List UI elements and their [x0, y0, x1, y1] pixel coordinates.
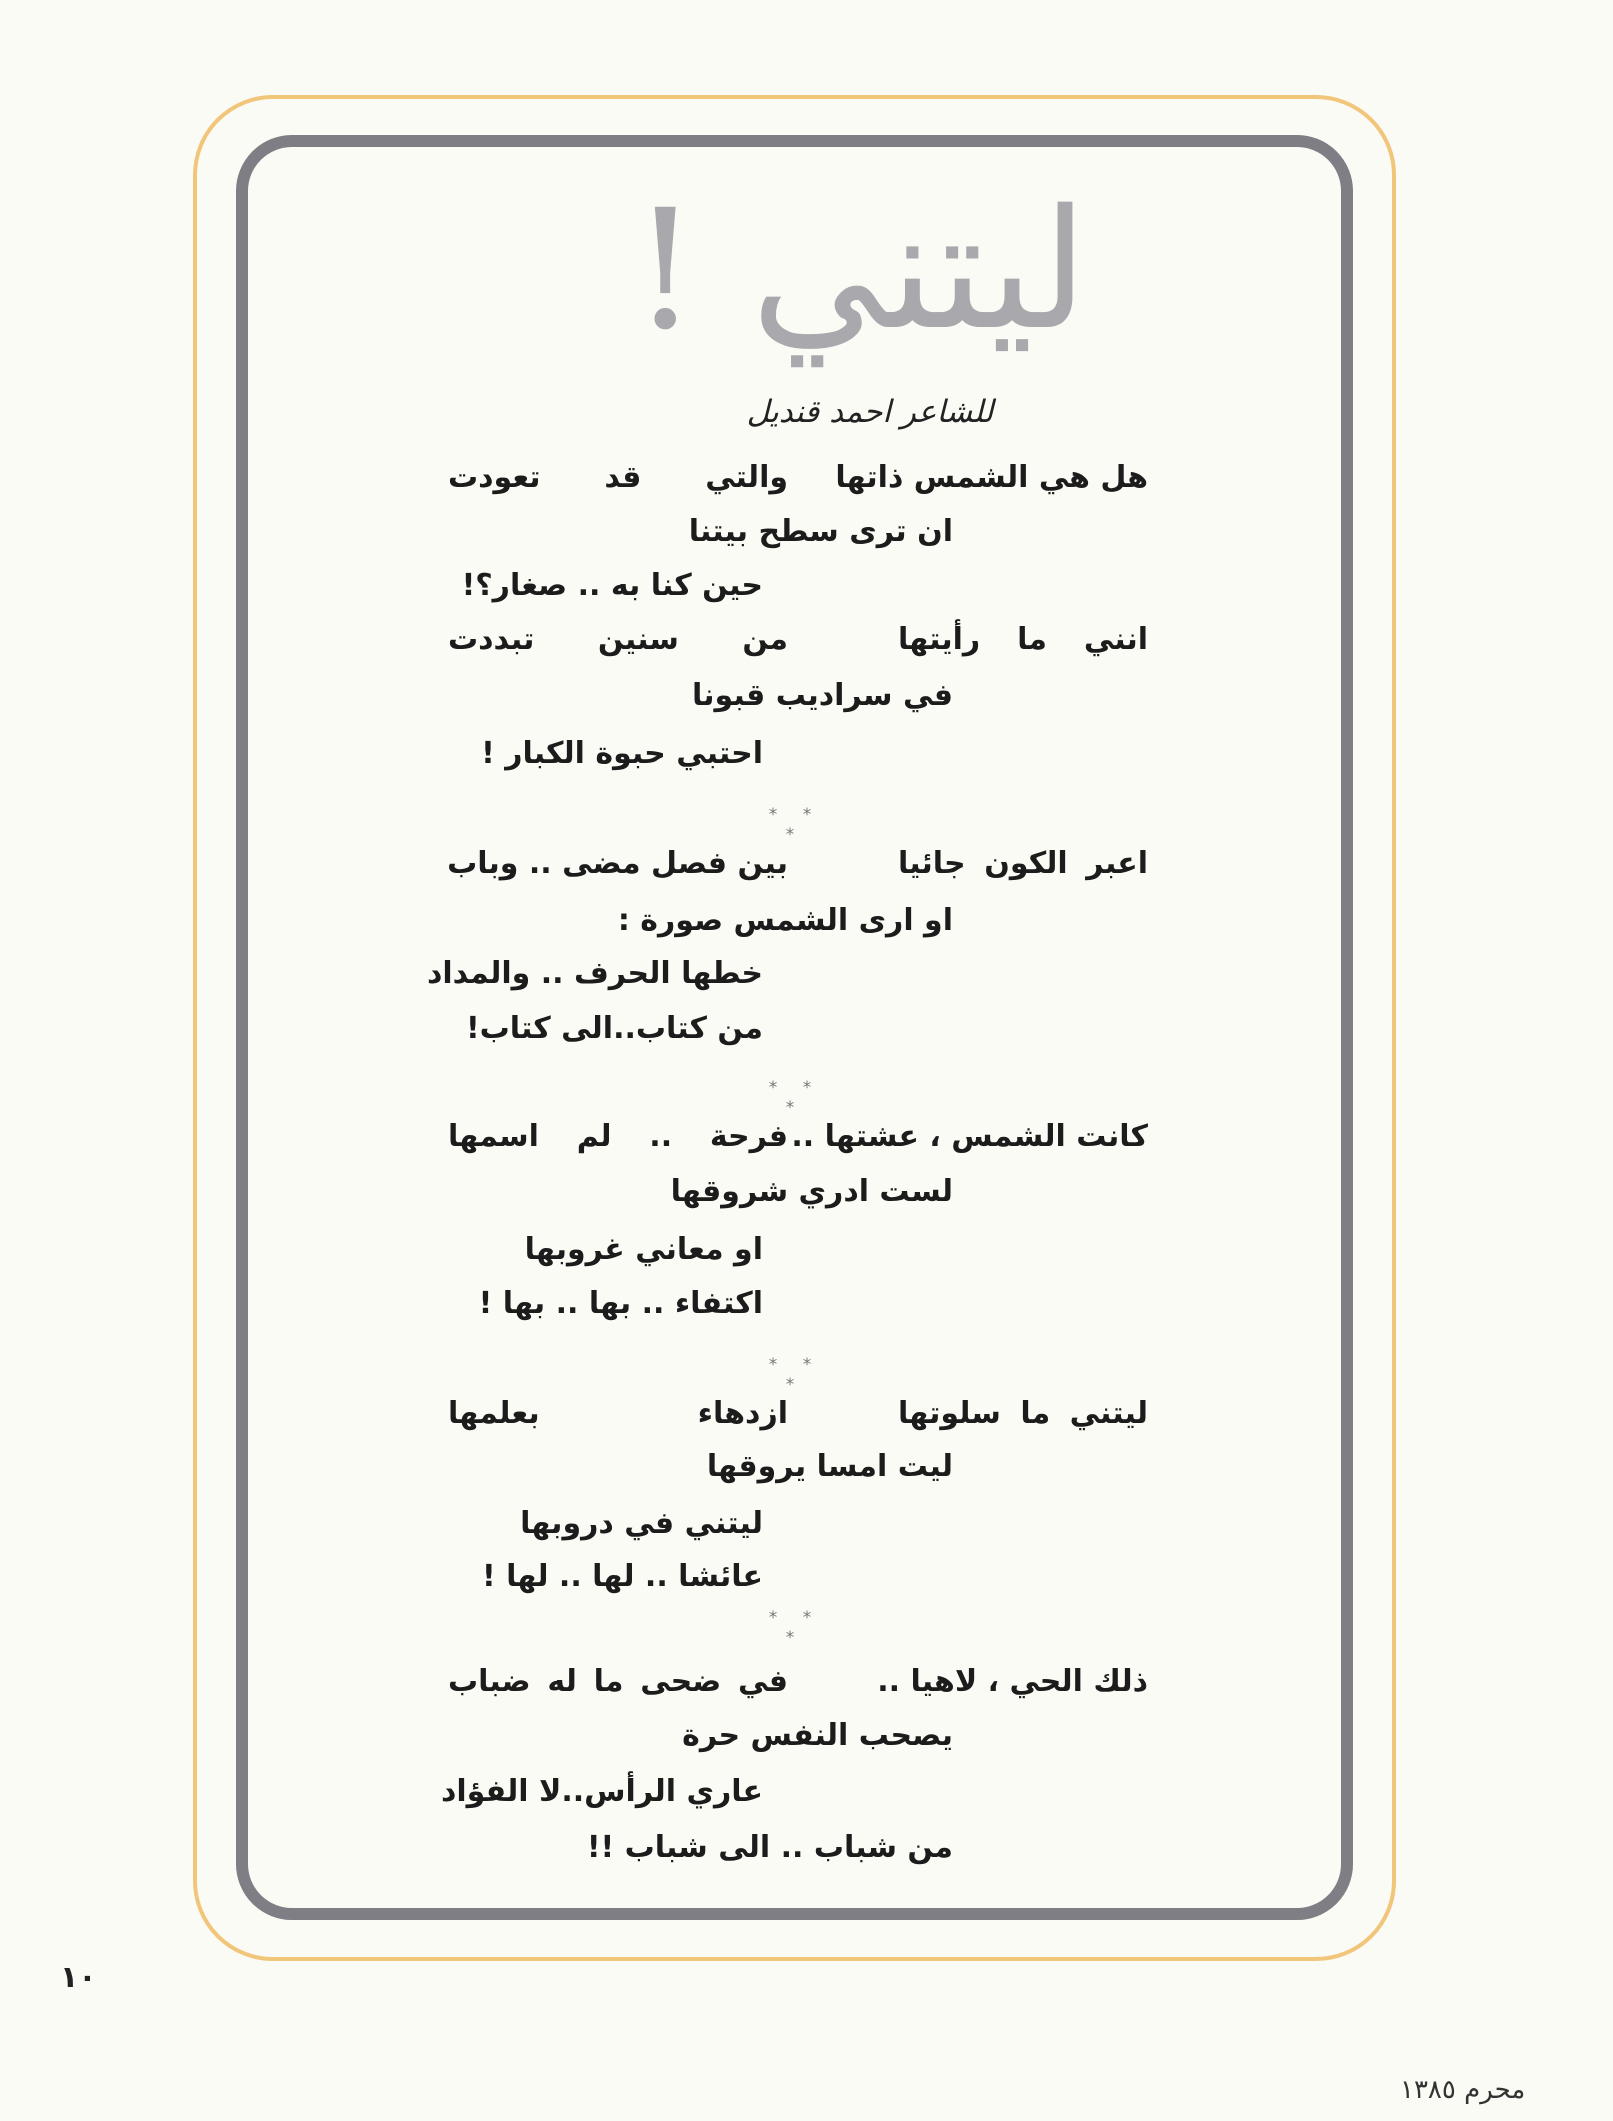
page-number: ١٠ [60, 1960, 97, 1995]
verse-4-first-hemistich: كانت الشمس ، عشتها .. [791, 1119, 1148, 1154]
stanza-separator: * * * [768, 1355, 822, 1395]
verse-4-second-hemistich: فرحة .. لم اسمها [448, 1119, 788, 1154]
poem-line: لست ادري شروقها [670, 1174, 953, 1209]
poem-line: ليتني في دروبها [520, 1506, 763, 1541]
stanza-separator: * * * [768, 1078, 822, 1118]
verse-2-first-hemistich: انني ما رأيتها [898, 622, 1148, 657]
verse-2-second-hemistich: من سنين تبددت [448, 622, 788, 657]
verse-1-second-hemistich: والتي قد تعودت [448, 460, 788, 495]
poem-line: من شباب .. الى شباب !! [586, 1830, 953, 1865]
poet-name: للشاعر احمد قنديل [746, 394, 994, 430]
verse-5-second-hemistich: ازدهاء بعلمها [448, 1396, 788, 1431]
poem-title: ليتني ! [632, 174, 1088, 366]
verse-3-second-hemistich: بين فصل مضى .. وباب [447, 846, 788, 881]
poem-line: او معاني غروبها [524, 1232, 763, 1267]
poem-line: يصحب النفس حرة [682, 1718, 953, 1753]
poem-line: في سراديب قبونا [692, 678, 953, 713]
poem-line: ليت امسا يروقها [706, 1449, 953, 1484]
stanza-separator: * * * [768, 1608, 822, 1648]
poem-line: خطها الحرف .. والمداد [426, 956, 763, 991]
verse-3-first-hemistich: اعبر الكون جائيا [898, 846, 1148, 881]
poem-line: عاري الرأس..لا الفؤاد [440, 1774, 763, 1809]
poem-line: من كتاب..الى كتاب! [465, 1011, 763, 1046]
issue-date: محرم ١٣٨٥ [1400, 2075, 1526, 2105]
verse-6-first-hemistich: ذلك الحي ، لاهيا .. [877, 1664, 1148, 1699]
verse-6-second-hemistich: في ضحى ما له ضباب [448, 1664, 788, 1699]
verse-1-first-hemistich: هل هي الشمس ذاتها [835, 460, 1148, 495]
poem-line: حين كنا به .. صغار؟! [461, 568, 763, 603]
poem-line: احتبي حبوة الكبار ! [481, 736, 763, 771]
poem-line: اكتفاء .. بها .. بها ! [478, 1286, 763, 1321]
poem-line: عائشا .. لها .. لها ! [482, 1559, 763, 1594]
stanza-separator: * * * [768, 805, 822, 845]
poem-line: او ارى الشمس صورة : [617, 903, 953, 938]
poem-line: ان ترى سطح بيتنا [688, 514, 953, 549]
verse-5-first-hemistich: ليتني ما سلوتها [898, 1396, 1148, 1431]
